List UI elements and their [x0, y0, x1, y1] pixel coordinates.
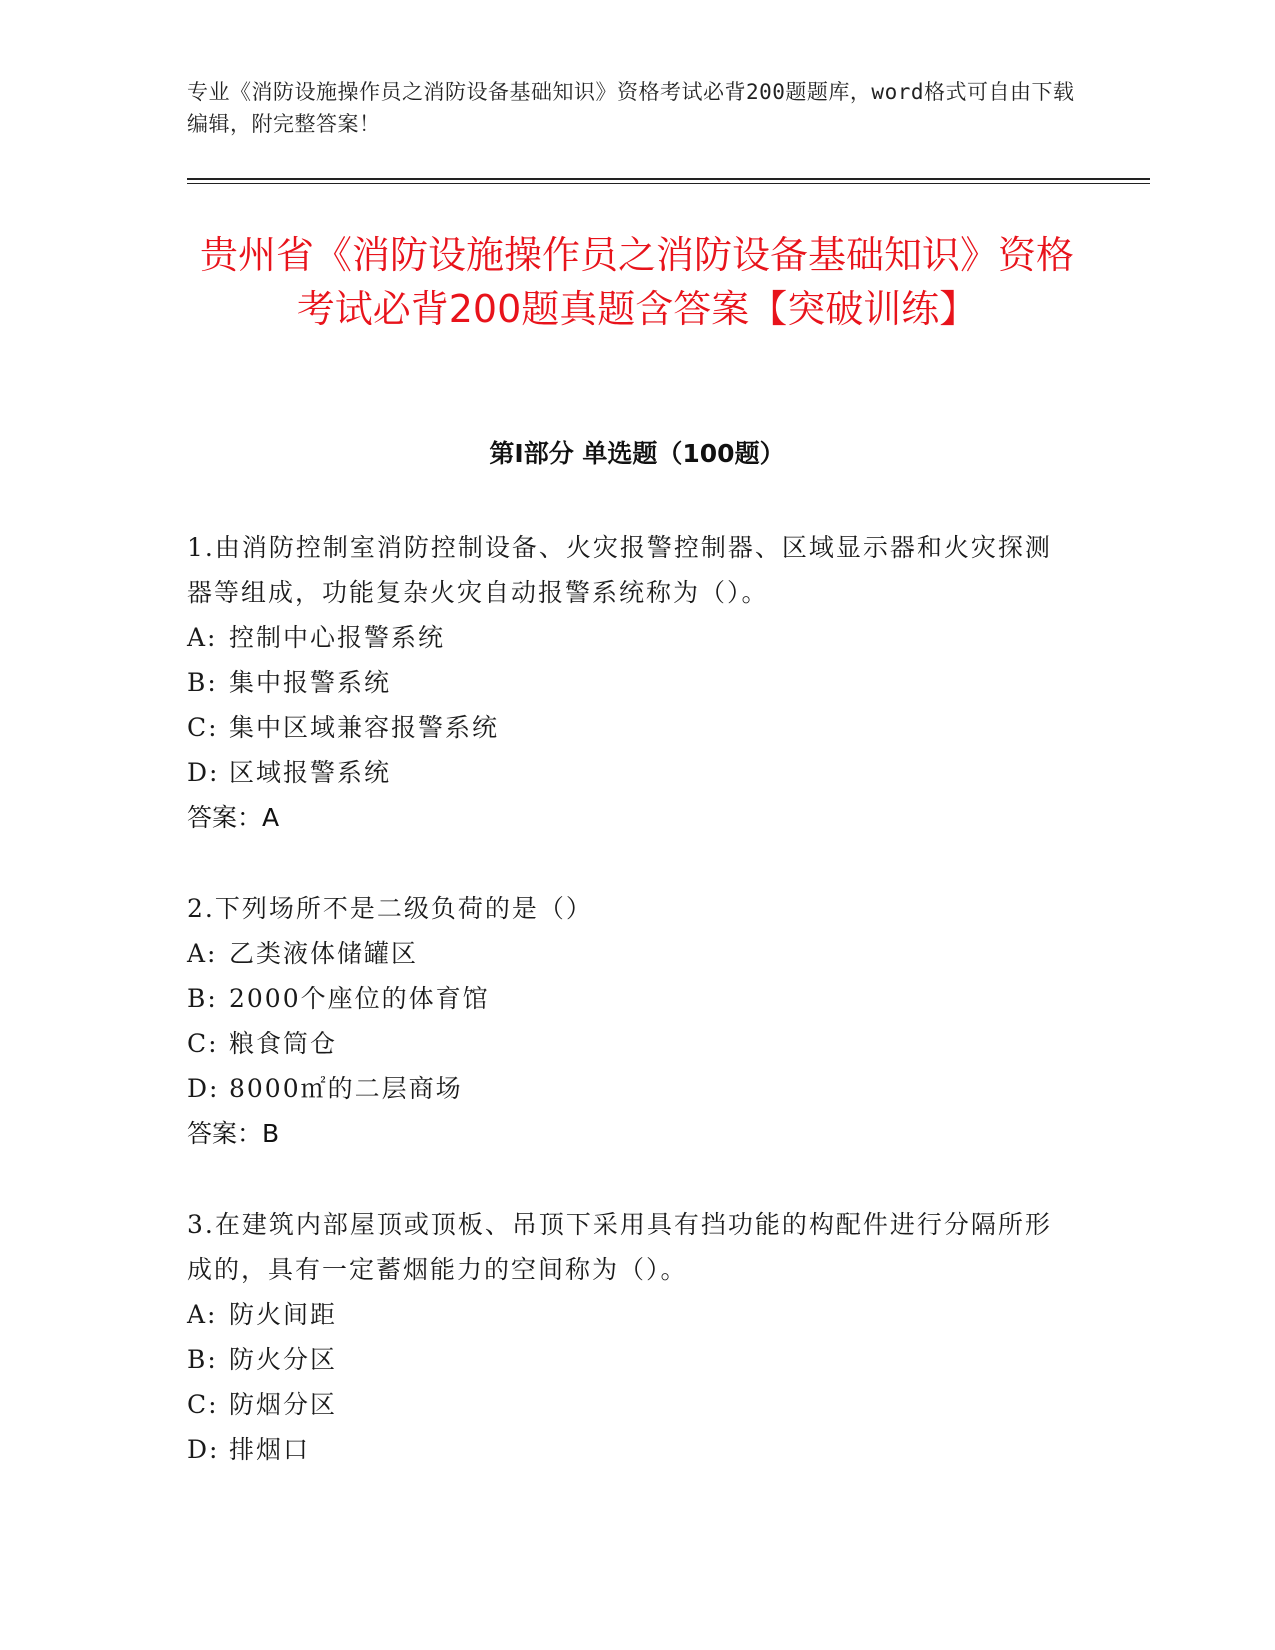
header-rule-thin: [187, 183, 1150, 184]
option-text: 控制中心报警系统: [229, 623, 446, 652]
option-d: [187, 1427, 1067, 1472]
option-letter: C:: [187, 713, 219, 742]
option-letter: A:: [187, 1300, 218, 1329]
option-a: [187, 931, 1067, 976]
option-text: 2000个座位的体育馆: [229, 984, 490, 1013]
option-text: 排烟口: [229, 1435, 311, 1464]
header-rule-thick: [187, 178, 1150, 180]
option-letter: B:: [187, 1345, 218, 1374]
option-text: 乙类液体储罐区: [229, 939, 419, 968]
option-text: 集中报警系统: [229, 668, 392, 697]
option-letter: B:: [187, 668, 218, 697]
option-d: [187, 750, 1067, 795]
option-text: 防火间距: [229, 1300, 338, 1329]
option-letter: A:: [187, 623, 218, 652]
question-stem: 2.下列场所不是二级负荷的是（）: [187, 894, 593, 923]
question-list: [187, 525, 1067, 1518]
option-c: [187, 1382, 1067, 1427]
header-note: 专业《消防设施操作员之消防设备基础知识》资格考试必背200题题库，word格式可自由下载编辑，附完整答案！: [187, 80, 1075, 136]
option-text: 集中区域兼容报警系统: [229, 713, 500, 742]
option-text: 粮食筒仓: [229, 1029, 338, 1058]
option-b: [187, 660, 1067, 705]
option-letter: D:: [187, 1435, 220, 1464]
option-letter: A:: [187, 939, 218, 968]
question-1: [187, 525, 1067, 840]
option-a: [187, 1292, 1067, 1337]
option-text: 8000㎡的二层商场: [229, 1074, 463, 1103]
question-3: [187, 1202, 1067, 1472]
option-d: [187, 1066, 1067, 1111]
question-2: [187, 886, 1067, 1156]
option-c: [187, 1021, 1067, 1066]
option-a: [187, 615, 1067, 660]
option-text: 防烟分区: [229, 1390, 338, 1419]
answer: 答案：A: [187, 803, 280, 832]
question-stem: 3.在建筑内部屋顶或顶板、吊顶下采用具有挡功能的构配件进行分隔所形成的，具有一定蓄烟能力的空间称为（）。: [187, 1210, 1052, 1284]
document-title: 贵州省《消防设施操作员之消防设备基础知识》资格考试必背200题真题含答案【突破训练】: [199, 233, 1074, 331]
option-b: [187, 1337, 1067, 1382]
option-letter: D:: [187, 1074, 220, 1103]
option-letter: C:: [187, 1029, 219, 1058]
option-letter: C:: [187, 1390, 219, 1419]
option-c: [187, 705, 1067, 750]
answer: 答案：B: [187, 1119, 280, 1148]
option-text: 区域报警系统: [229, 758, 392, 787]
option-text: 防火分区: [229, 1345, 338, 1374]
option-letter: B:: [187, 984, 218, 1013]
option-letter: D:: [187, 758, 220, 787]
section-title: 第I部分 单选题（100题）: [489, 439, 785, 468]
question-stem: 1.由消防控制室消防控制设备、火灾报警控制器、区域显示器和火灾探测器等组成，功能复杂火灾自动报警系统称为（）。: [187, 533, 1052, 607]
option-b: [187, 976, 1067, 1021]
